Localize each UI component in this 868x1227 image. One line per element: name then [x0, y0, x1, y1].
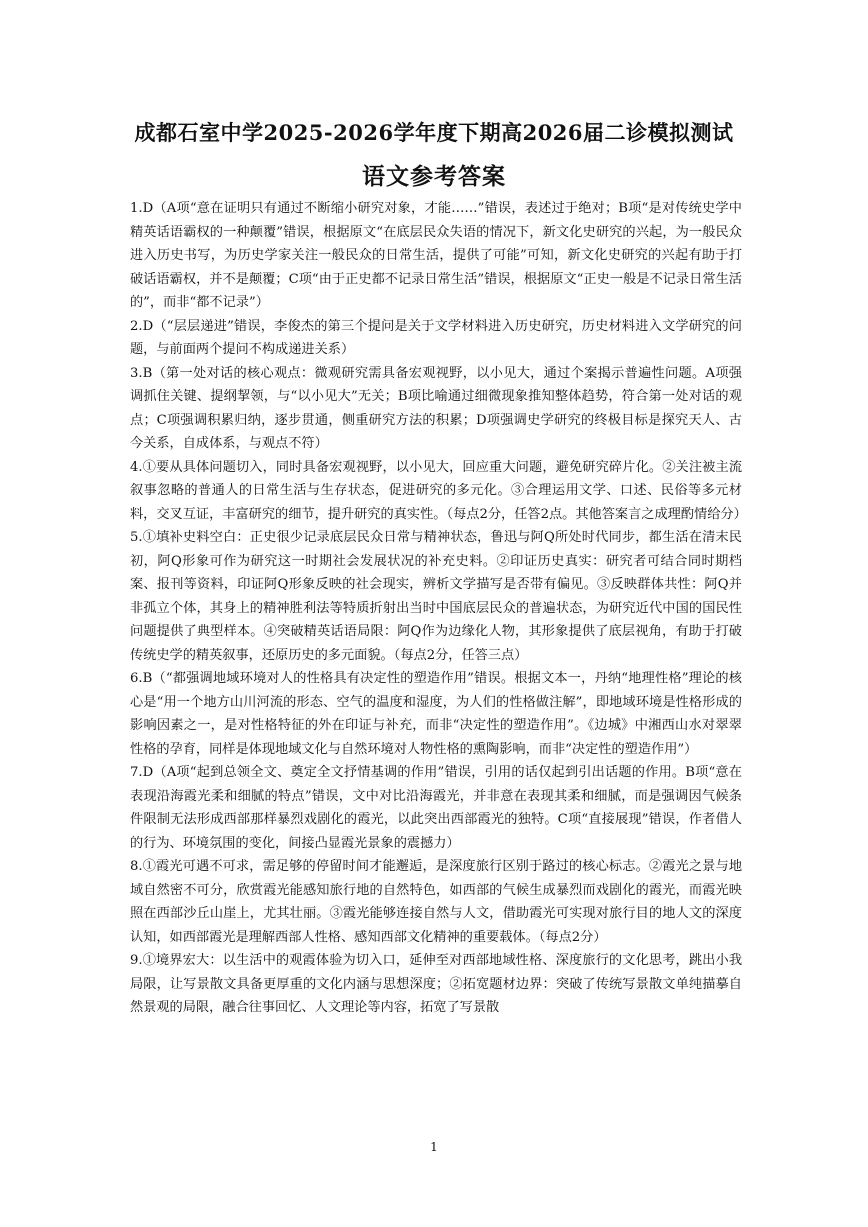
document-subtitle: 语文参考答案	[362, 163, 506, 190]
answer-9: 9.①境界宏大：以生活中的观霞体验为切入口，延伸至对西部地域性格、深度旅行的文化思考，跳出小我局限，让写景散文具备更厚重的文化内涵与思想深度；②拓宽题材边界：突破了传统写景散文单纯描摹自然景观的局限，融合往事回忆、人文理论等内容，拓宽了写景散	[130, 953, 742, 1015]
answer-4: 4.①要从具体问题切入，同时具备宏观视野，以小见大，回应重大问题，避免研究碎片化。②关注被主流叙事忽略的普通人的日常生活与生存状态，促进研究的多元化。③合理运用文学、口述、民俗等多元材料，交叉互证，丰富研究的细节，提升研究的真实性。（每点2分，任答2点。其他答案言之成理酌情给分）	[130, 459, 747, 522]
page-number: 1	[430, 1140, 438, 1154]
answer-1: 1.D（A项“意在证明只有通过不断缩小研究对象，才能……”错误，表述过于绝对；B项“是对传统史学中精英话语霸权的一种颠覆”错误，根据原文“在底层民众失语的情况下，新文化史研究的兴起，为一般民众进入历史书写，为历史学家关注一般民众的日常生活，提供了可能”可知，新文化史研究的兴起有助于打破话语霸权，并不是颠覆；C项“由于正史都不记录日常生活”错误，根据原文“正史一般是不记录日常生活的”，而非“都不记录”）	[130, 201, 742, 310]
answer-body	[130, 197, 747, 1020]
answer-7: 7.D（A项“起到总领全文、奠定全文抒情基调的作用”错误，引用的话仅起到引出话题的作用。B项“意在表现沿海霞光柔和细腻的特点”错误，文中对比沿海霞光，并非意在表现其柔和细腻，而是强调因气候条件限制无法形成西部那样暴烈戏剧化的霞光，以此突出西部霞光的独特。C项“直接展现”错误，作者借人的行为、环境氛围的变化，间接凸显霞光景象的震撼力）	[130, 765, 742, 851]
answer-6: 6.B（“都强调地域环境对人的性格具有决定性的塑造作用”错误。根据文本一，丹纳“地理性格”理论的核心是“用一个地方山川河流的形态、空气的温度和湿度，为人们的性格做注解”，即地域环境是性格形成的影响因素之一，是对性格特征的外在印证与补充，而非“决定性的塑造作用”。《边城》中湘西山水对翠翠性格的孕育，同样是体现地域文化与自然环境对人物性格的熏陶影响，而非“决定性的塑造作用”）	[130, 671, 742, 757]
document-title: 成都石室中学2025-2026学年度下期高2026届二诊模拟测试	[134, 120, 734, 145]
answer-2: 2.D（“层层递进”错误，李俊杰的第三个提问是关于文学材料进入历史研究，历史材料进入文学研究的问题，与前面两个提问不构成递进关系）	[130, 318, 742, 357]
answer-3: 3.B（第一处对话的核心观点：微观研究需具备宏观视野，以小见大，通过个案揭示普遍性问题。A项强调抓住关键、提纲挈领，与“以小见大”无关；B项比喻通过细微现象推知整体趋势，符合第一处对话的观点；C项强调积累归纳，逐步贯通，侧重研究方法的积累；D项强调史学研究的终极目标是探究天人、古今关系，自成体系，与观点不符）	[130, 365, 742, 451]
answer-8: 8.①霞光可遇不可求，需足够的停留时间才能邂逅，是深度旅行区别于路过的核心标志。②霞光之景与地域自然密不可分，欣赏霞光能感知旅行地的自然特色，如西部的气候生成暴烈而戏剧化的霞光，而霞光映照在西部沙丘山崖上，尤其壮丽。③霞光能够连接自然与人文，借助霞光可实现对旅行目的地人文的深度认知，如西部霞光是理解西部人性格、感知西部文化精神的重要载体。（每点2分）	[130, 859, 742, 945]
answer-5: 5.①填补史料空白：正史很少记录底层民众日常与精神状态，鲁迅与阿Q所处时代同步，都生活在清末民初，阿Q形象可作为研究这一时期社会发展状况的补充史料。②印证历史真实：研究者可结合同时期档案、报刊等资料，印证阿Q形象反映的社会现实，辨析文学描写是否带有偏见。③反映群体共性：阿Q并非孤立个体，其身上的精神胜利法等特质折射出当时中国底层民众的普遍状态，为研究近代中国的国民性问题提供了典型样本。④突破精英话语局限：阿Q作为边缘化人物，其形象提供了底层视角，有助于打破传统史学的精英叙事，还原历史的多元面貌。（每点2分，任答三点）	[130, 530, 742, 663]
